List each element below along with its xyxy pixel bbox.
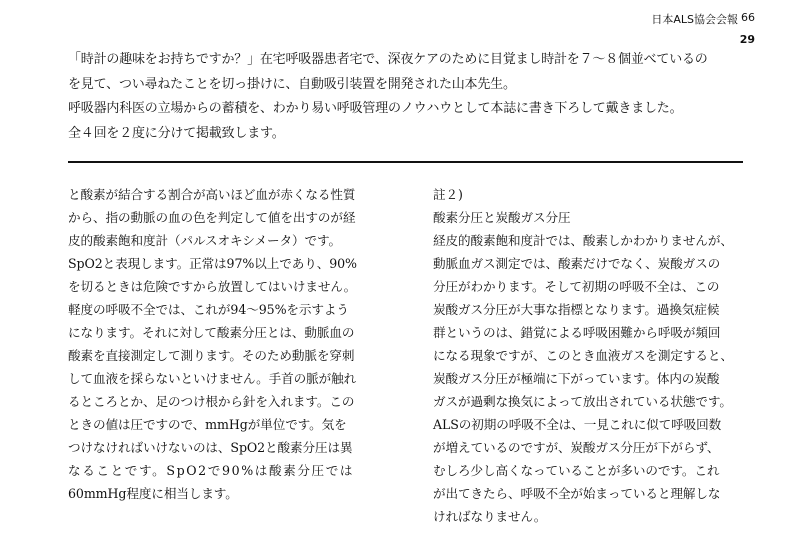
body-line: ガスが過剰な換気によって放出されている状態です。: [433, 394, 732, 409]
body-line: になります。それに対して酸素分圧とは、動脈血の: [68, 325, 355, 340]
body-line: るところとか、足のつけ根から針を入れます。この: [68, 394, 355, 409]
body-line: と酸素が結合する割合が高いほど血が赤くなる性質: [68, 187, 356, 202]
section-divider: [68, 161, 743, 163]
intro-line: 「時計の趣味をお持ちですか？」在宅呼吸器患者宅で、深夜ケアのために目覚まし時計を７～８個並べているの: [68, 52, 708, 67]
body-line: 炭酸ガス分圧が大事な指標となります。過換気症候: [433, 302, 720, 317]
body-line: ときの値は圧ですので、mmHgが単位です。気を: [68, 417, 347, 432]
body-line: 皮的酸素飽和度計（パルスオキシメータ）です。: [68, 233, 341, 248]
body-line: ければなりません。: [433, 509, 547, 524]
note-title: 酸素分圧と炭酸ガス分圧: [433, 210, 571, 225]
body-line: から、指の動脈の血の色を判定して値を出すのが経: [68, 210, 356, 225]
body-line: ALSの初期の呼吸不全は、一見これに似て呼吸回数: [433, 417, 722, 432]
body-line: 分圧がわかります。そして初期の呼吸不全は、この: [433, 279, 720, 294]
body-line: 動脈血ガス測定では、酸素だけでなく、炭酸ガスの: [433, 256, 721, 271]
body-line: 炭酸ガス分圧が極端に下がっています。体内の炭酸: [433, 371, 720, 386]
body-line: むしろ少し高くなっていることが多いのです。これ: [433, 463, 720, 478]
body-line: が増えているのですが、炭酸ガス分圧が下がらず、: [433, 440, 720, 455]
body-line: が出てきたら、呼吸不全が始まっていると理解しな: [433, 486, 721, 501]
body-line: 群というのは、錯覚による呼吸困難から呼吸が頻回: [433, 325, 721, 340]
body-line: 酸素を直接測定して測ります。そのため動脈を穿刺: [68, 348, 355, 363]
body-line: を切るときは危険ですから放置してはいけません。: [68, 279, 357, 294]
intro-line: を見て、つい尋ねたことを切っ掛けに、自動吸引装置を開発された山本先生。: [68, 76, 516, 92]
body-line: つけなければいけないのは、SpO2と酸素分圧は異: [68, 440, 353, 455]
body-line: 経皮的酸素飽和度計では、酸素しかわかりませんが、: [433, 233, 733, 248]
body-line: SpO2と表現します。正常は97%以上であり、90%: [68, 256, 357, 271]
right-column: [433, 183, 751, 528]
issue-number: 66: [741, 11, 755, 24]
page-number: 29: [739, 33, 755, 46]
journal-title: 日本ALS協会会報: [651, 13, 738, 26]
note-label: 註２): [433, 187, 463, 202]
body-line: して血液を採らないといけません。手首の脈が触れ: [68, 371, 357, 386]
body-line: になる現象ですが、このとき血液ガスを測定すると、: [433, 348, 733, 363]
left-column: [68, 183, 386, 505]
intro-line: 呼吸器内科医の立場からの蓄積を、わかり易い呼吸管理のノウハウとして本誌に書き下ろして戴きました。: [68, 101, 683, 116]
intro-line: 全４回を２度に分けて掲載致します。: [68, 125, 285, 141]
body-line: なることです。SpO2で90%は酸素分圧では: [68, 463, 355, 478]
body-line: 軽度の呼吸不全では、これが94～95%を示すよう: [68, 302, 349, 317]
intro-paragraph: [68, 48, 758, 146]
body-line: 60mmHg程度に相当します。: [68, 486, 238, 501]
